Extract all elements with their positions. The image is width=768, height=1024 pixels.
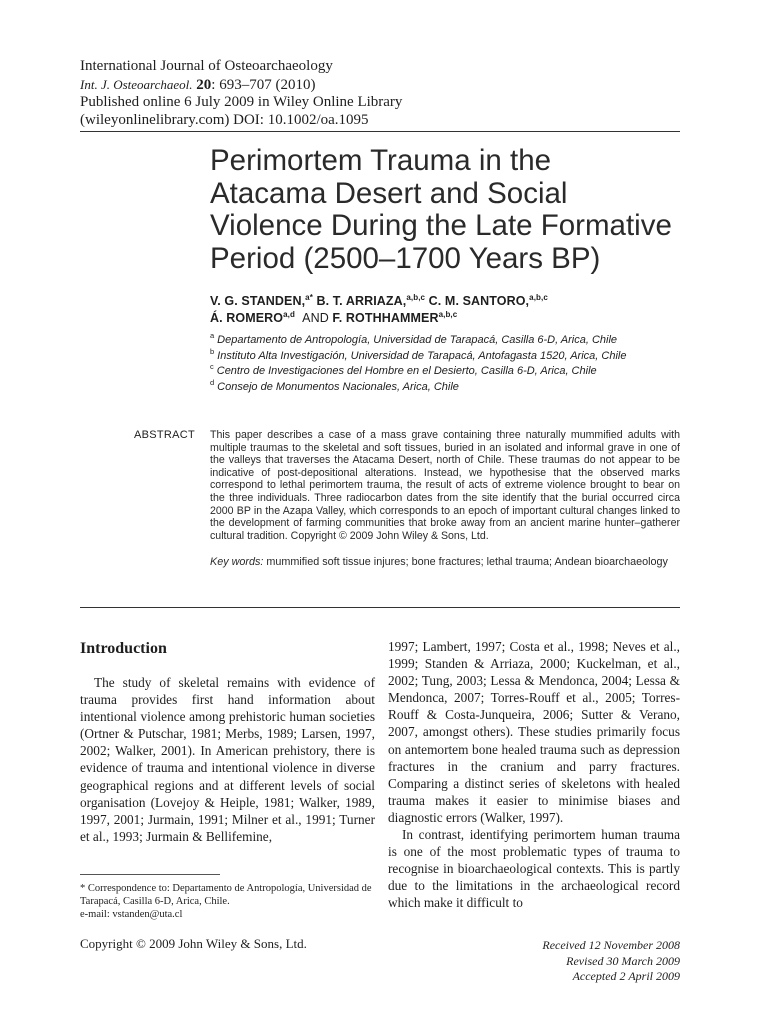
author-and: AND bbox=[302, 311, 329, 325]
affiliation-item: $^b$ Instituto Alta Investigación, Universidad de Tarapacá, Antofagasta 1520, Arica, Chile bbox=[210, 346, 627, 362]
article-title bbox=[210, 145, 690, 275]
footnote-divider bbox=[80, 874, 220, 875]
title-line: Violence During the Late Formative bbox=[210, 209, 672, 242]
doi-line: (wileyonlinelibrary.com) DOI: 10.1002/oa.1095 bbox=[80, 111, 369, 128]
correspondence-footnote bbox=[80, 882, 380, 922]
footnote-address: * Correspondence to: Departamento de Antropología, Universidad de Tarapacá, Casilla 6-D, Arica, Chile. bbox=[80, 883, 372, 908]
abstract-label: ABSTRACT bbox=[134, 429, 196, 441]
affiliation-item: $^c$ Centro de Investigaciones del Hombre en el Desierto, Casilla 6-D, Arica, Chile bbox=[210, 362, 597, 377]
copyright-notice: Copyright © 2009 John Wiley & Sons, Ltd. bbox=[80, 936, 307, 951]
volume-number: 20 bbox=[196, 76, 212, 93]
author-affil-sup: a,b,c bbox=[529, 292, 548, 302]
affiliation-item: $^a$ Departamento de Antropología, Universidad de Tarapacá, Casilla 6-D, Arica, Chile bbox=[210, 331, 618, 346]
author-affil-sup: a,b,c bbox=[406, 292, 426, 302]
journal-name: International Journal of Osteoarchaeology bbox=[80, 58, 333, 74]
author-affil-sup: a,d bbox=[283, 309, 295, 319]
published-line: Published online 6 July 2009 in Wiley Online Library bbox=[80, 94, 403, 110]
keywords bbox=[210, 554, 680, 572]
abstract-text: This paper describes a case of a mass grave containing three naturally mummified adults with multiple traumas to the skeletal and soft tissues, buried in an isolated and informal grave in one of the valleys that traverses the Atacama Desert, north of Chile. These traumas do not appear to be indicative of post-depositional alterations. Instead, we hypothesise that the observed marks correspond to lethal perimortem trauma, the result of acts of extreme violence brought to bear on the three individuals. Three radiocarbon dates from the site identify that the burial occurred circa 2000 BP in the Azapa Valley, which corresponds to an epoch of important cultural changes linked to the development of farming communities that broke away from an ancient marine hunter–gatherer cultural tradition. Copyright © 2009 John Wiley & Sons, Ltd. bbox=[210, 429, 680, 542]
author-name: Á. ROMERO bbox=[210, 311, 284, 325]
title-line: Atacama Desert and Social bbox=[210, 176, 568, 210]
footnote-email: e-mail: vstanden@uta.cl bbox=[80, 909, 183, 921]
author-list bbox=[210, 293, 690, 327]
author-name: V. G. STANDEN, bbox=[210, 294, 306, 308]
keywords-label: Key words: bbox=[210, 556, 264, 568]
pages-year: : 693–707 (2010) bbox=[211, 76, 316, 93]
intro-left-column: The study of skeletal remains with evidence of trauma provides first hand information about intentional violence among prehistoric human societies (Ortner & Putschar, 1981; Merbs, 1989; Larsen, 1997, 2002; Walker, 2001). In American prehistory, there is evidence of trauma and intentional violence in diverse geographical regions and at different levels of social organisation (Lovejoy & Heiple, 1981; Walker, 1989, 1997, 2001; Jurmain, 1991; Milner et al., 1991; Turner et al., 1993; Jurmain & Bellifemine, bbox=[80, 675, 375, 844]
affiliations bbox=[210, 333, 690, 395]
abstract-divider bbox=[80, 607, 680, 608]
keywords-text: mummified soft tissue injures; bone fractures; lethal trauma; Andean bioarchaeology bbox=[266, 556, 668, 568]
author-affil-sup: a,b,c bbox=[438, 309, 458, 319]
journal-header bbox=[80, 58, 640, 129]
paragraph: 1997; Lambert, 1997; Costa et al., 1998; Neves et al., 1999; Standen & Arriaza, 2000; Kuckelman, et al., 2002; Tung, 2003; Lessa & Mendonca, 2004; Lessa & Mendonca, 2007; Torres-Rouff et al., 2005; Torres-Rouff & Costa-Junqueira, 2006; Sutter & Verano, 2007, amongst others). These studies primarily focus on antemortem bone healed trauma such as depression fractures in the cranium and parry fractures. Comparing a distinct series of skeletons with healed trauma makes it easier to minimise biases and diagnostic errors (Walker, 1997). bbox=[388, 639, 680, 825]
paragraph: In contrast, identifying perimortem human trauma is one of the most problematic types of trauma to recognise in bioarchaeological contexts. This is partly due to the limitations in the archaeological record which make it difficult to bbox=[388, 827, 680, 911]
header-divider bbox=[80, 131, 680, 132]
author-name: B. T. ARRIAZA, bbox=[316, 294, 407, 308]
section-heading: Introduction bbox=[80, 640, 167, 657]
author-name: C. M. SANTORO, bbox=[428, 294, 530, 308]
affiliation-item: $^d$ Consejo de Monumentos Nacionales, Arica, Chile bbox=[210, 377, 459, 393]
accepted-date: Accepted 2 April 2009 bbox=[572, 969, 680, 983]
author-affil-sup: a* bbox=[305, 292, 313, 302]
title-line: Period (2500–1700 Years BP) bbox=[210, 241, 601, 275]
author-name: F. ROTHHAMMER bbox=[332, 311, 439, 325]
manuscript-dates bbox=[480, 938, 680, 985]
received-date: Received 12 November 2008 bbox=[542, 938, 680, 952]
title-line: Perimortem Trauma in the bbox=[210, 144, 552, 177]
citation-line bbox=[80, 76, 640, 95]
citation-abbrev: Int. J. Osteoarchaeol. bbox=[80, 76, 193, 92]
intro-right-column bbox=[388, 638, 680, 912]
revised-date: Revised 30 March 2009 bbox=[566, 953, 680, 968]
